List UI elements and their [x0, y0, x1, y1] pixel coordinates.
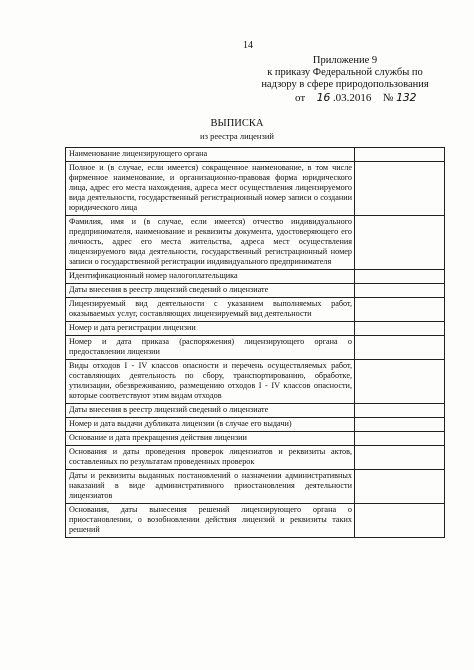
- row-value: [355, 504, 445, 538]
- table-row: [66, 432, 445, 446]
- table-row: [66, 284, 445, 298]
- row-label: Виды отходов I - IV классов опасности и перечень осуществляемых работ, составляющих деятельность по сбору, транспортированию, обработке, утилизации, обезвреживанию, размещению отходов I - IV классов опасности, которые соответствуют этим видам отходов: [66, 360, 355, 404]
- order-number-handwritten: 132: [396, 91, 417, 104]
- title-main: ВЫПИСКА: [210, 118, 264, 129]
- title-sub: из реестра лицензий: [200, 131, 274, 141]
- row-value: [355, 360, 445, 404]
- row-label: Номер и дата приказа (распоряжения) лицензирующего органа о предоставлении лицензии: [66, 336, 355, 360]
- row-label: Лицензируемый вид деятельности с указанием выполняемых работ, оказываемых услуг, составляющих лицензируемый вид деятельности: [66, 298, 355, 322]
- document-title: [0, 118, 474, 142]
- order-date-line: [295, 91, 416, 104]
- page-number: 14: [243, 40, 253, 51]
- table-row: [66, 360, 445, 404]
- order-number-prefix: №: [382, 92, 394, 104]
- table-row: [66, 446, 445, 470]
- row-label: Номер и дата выдачи дубликата лицензии (в случае его выдачи): [66, 418, 355, 432]
- table-row: [66, 270, 445, 284]
- table-row: [66, 148, 445, 162]
- table-row: [66, 504, 445, 538]
- table-row: [66, 162, 445, 216]
- order-prefix: от: [295, 92, 306, 104]
- table-row: [66, 298, 445, 322]
- order-date-rest: .03.2016: [332, 92, 372, 104]
- row-label: Идентификационный номер налогоплательщика: [66, 270, 355, 284]
- table-row: [66, 404, 445, 418]
- row-value: [355, 216, 445, 270]
- table-row: [66, 470, 445, 504]
- appendix-header: [240, 55, 450, 91]
- row-label: Даты и реквизиты выданных постановлений о назначении административных наказаний в виде административного приостановления деятельности лицензиатов: [66, 470, 355, 504]
- row-label: Основания и даты проведения проверок лицензиатов и реквизиты актов, составленных по результатам проведенных проверок: [66, 446, 355, 470]
- row-value: [355, 470, 445, 504]
- row-value: [355, 404, 445, 418]
- row-label: Даты внесения в реестр лицензий сведений о лицензиате: [66, 404, 355, 418]
- appendix-line: Приложение 9: [312, 55, 378, 66]
- row-label: Полное и (в случае, если имеется) сокращенное наименование, в том числе фирменное наименование, и организационно-правовая форма юридического лица, адрес его места нахождения, адреса мест осуществления лицензируемого вида деятельности, государственный регистрационный номер записи о создании юридического лица: [66, 162, 355, 216]
- row-label: Номер и дата регистрации лицензии: [66, 322, 355, 336]
- row-label: Основания, даты вынесения решений лицензирующего органа о приостановлении, о возобновлении действия лицензий и реквизиты таких решений: [66, 504, 355, 538]
- table-row: [66, 418, 445, 432]
- appendix-line: надзору в сфере природопользования: [261, 79, 429, 90]
- row-value: [355, 162, 445, 216]
- row-label: Наименование лицензирующего органа: [66, 148, 355, 162]
- row-label: Основание и дата прекращения действия лицензии: [66, 432, 355, 446]
- table-row: [66, 216, 445, 270]
- row-label: Фамилия, имя и (в случае, если имеется) отчество индивидуального предпринимателя, наименование и реквизиты документа, удостоверяющего его личность, адрес его места жительства, адреса мест осуществления лицензируемого вида деятельности, государственный регистрационный номер записи о государственной регистрации индивидуального предпринимателя: [66, 216, 355, 270]
- row-value: [355, 432, 445, 446]
- row-value: [355, 446, 445, 470]
- row-value: [355, 322, 445, 336]
- row-value: [355, 298, 445, 322]
- row-value: [355, 336, 445, 360]
- row-value: [355, 284, 445, 298]
- appendix-line: к приказу Федеральной службы по: [267, 67, 423, 78]
- order-day-handwritten: 16: [316, 91, 331, 104]
- register-table-body: [66, 148, 445, 538]
- table-row: [66, 322, 445, 336]
- table-row: [66, 336, 445, 360]
- row-label: Даты внесения в реестр лицензий сведений о лицензиате: [66, 284, 355, 298]
- row-value: [355, 148, 445, 162]
- register-table: [65, 147, 445, 538]
- row-value: [355, 270, 445, 284]
- row-value: [355, 418, 445, 432]
